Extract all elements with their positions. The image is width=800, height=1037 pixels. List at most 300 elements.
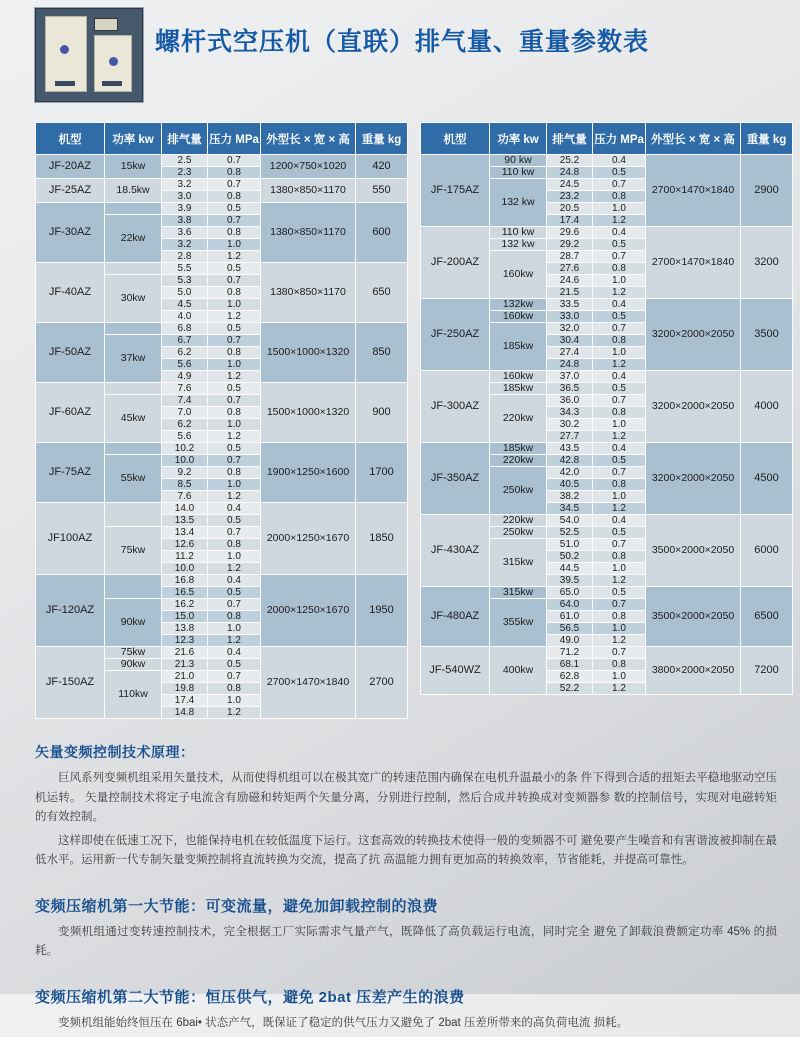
cell-press: 1.0 bbox=[208, 359, 260, 370]
cell-flow: 32.0 bbox=[547, 323, 592, 334]
cell-power: 160kw bbox=[490, 251, 546, 298]
cell-flow: 29.6 bbox=[547, 227, 592, 238]
cell-power: 185kw bbox=[490, 383, 546, 394]
header-row bbox=[36, 123, 407, 154]
cell-power: 250kw bbox=[490, 467, 546, 514]
cell-flow: 33.5 bbox=[547, 299, 592, 310]
cell-flow: 5.0 bbox=[162, 287, 207, 298]
section-paragraph: 变频机组通过变转速控制技术，完全根据工厂实际需求气量产气，既降低了高负载运行电流，同时完全 避免了卸载浪费额定功率 45% 的损耗。 bbox=[35, 925, 777, 958]
cell-flow: 10.0 bbox=[162, 455, 207, 466]
cell-power bbox=[105, 503, 161, 526]
cell-flow: 10.2 bbox=[162, 443, 207, 454]
cell-flow: 54.0 bbox=[547, 515, 592, 526]
cell-dims: 1380×850×1170 bbox=[261, 203, 355, 262]
cell-press: 0.5 bbox=[208, 443, 260, 454]
cell-power: 90kw bbox=[105, 659, 161, 670]
cell-press: 0.8 bbox=[208, 227, 260, 238]
spec-table-left bbox=[35, 122, 408, 719]
column-header: 压力 MPa bbox=[208, 123, 260, 154]
cell-flow: 23.2 bbox=[547, 191, 592, 202]
cell-power bbox=[105, 263, 161, 274]
column-header: 排气量 bbox=[162, 123, 207, 154]
cell-press: 0.7 bbox=[593, 647, 645, 658]
cell-flow: 14.8 bbox=[162, 707, 207, 718]
cell-press: 0.5 bbox=[208, 323, 260, 334]
cell-press: 0.5 bbox=[593, 167, 645, 178]
cell-flow: 7.6 bbox=[162, 383, 207, 394]
cell-press: 1.2 bbox=[208, 563, 260, 574]
cell-press: 1.0 bbox=[208, 239, 260, 250]
cell-press: 1.0 bbox=[208, 419, 260, 430]
cell-flow: 2.3 bbox=[162, 167, 207, 178]
cell-press: 0.8 bbox=[208, 167, 260, 178]
cell-flow: 39.5 bbox=[547, 575, 592, 586]
cell-power: 75kw bbox=[105, 647, 161, 658]
cell-power: 220kw bbox=[490, 455, 546, 466]
cell-flow: 6.2 bbox=[162, 347, 207, 358]
cell-press: 0.4 bbox=[208, 647, 260, 658]
spec-row bbox=[36, 323, 407, 334]
cell-flow: 64.0 bbox=[547, 599, 592, 610]
cell-model: JF-480AZ bbox=[421, 587, 489, 646]
cell-press: 1.0 bbox=[208, 551, 260, 562]
cell-flow: 12.3 bbox=[162, 635, 207, 646]
cell-weight: 900 bbox=[356, 383, 407, 442]
cell-dims: 3500×2000×2050 bbox=[646, 515, 740, 586]
cell-weight: 6000 bbox=[741, 515, 792, 586]
cell-press: 0.8 bbox=[208, 539, 260, 550]
cell-flow: 24.8 bbox=[547, 359, 592, 370]
cell-dims: 1500×1000×1320 bbox=[261, 323, 355, 382]
cell-power: 132kw bbox=[490, 299, 546, 310]
spec-row bbox=[421, 515, 792, 526]
cell-flow: 7.6 bbox=[162, 491, 207, 502]
spec-row bbox=[36, 155, 407, 166]
cell-power: 18.5kw bbox=[105, 179, 161, 202]
section-heading: 变频压缩机第一大节能：可变流量，避免加卸载控制的浪费 bbox=[35, 897, 439, 915]
section-heading: 变频压缩机第二大节能：恒压供气，避免 2bat 压差产生的浪费 bbox=[35, 988, 465, 1006]
cell-press: 0.4 bbox=[593, 299, 645, 310]
cell-press: 1.0 bbox=[208, 479, 260, 490]
compressor-photo bbox=[35, 8, 143, 102]
cell-model: JF-120AZ bbox=[36, 575, 104, 646]
cell-flow: 7.0 bbox=[162, 407, 207, 418]
cell-press: 0.8 bbox=[593, 407, 645, 418]
cell-press: 0.8 bbox=[593, 659, 645, 670]
cell-flow: 36.5 bbox=[547, 383, 592, 394]
spec-row bbox=[36, 443, 407, 454]
cell-press: 1.2 bbox=[593, 359, 645, 370]
cell-flow: 52.5 bbox=[547, 527, 592, 538]
spec-row bbox=[421, 443, 792, 454]
cell-press: 1.0 bbox=[593, 419, 645, 430]
cell-model: JF-40AZ bbox=[36, 263, 104, 322]
cell-press: 0.5 bbox=[593, 587, 645, 598]
cell-press: 0.7 bbox=[208, 275, 260, 286]
spec-row bbox=[421, 647, 792, 658]
cell-press: 0.5 bbox=[208, 659, 260, 670]
cell-flow: 17.4 bbox=[162, 695, 207, 706]
cell-power: 160kw bbox=[490, 371, 546, 382]
cell-weight: 600 bbox=[356, 203, 407, 262]
cell-press: 0.5 bbox=[593, 455, 645, 466]
cell-dims: 3200×2000×2050 bbox=[646, 371, 740, 442]
column-header: 外型长 × 宽 × 高 bbox=[261, 123, 355, 154]
cell-press: 1.0 bbox=[593, 203, 645, 214]
column-header: 功率 kw bbox=[490, 123, 546, 154]
cell-flow: 2.5 bbox=[162, 155, 207, 166]
cell-flow: 4.0 bbox=[162, 311, 207, 322]
cell-flow: 13.8 bbox=[162, 623, 207, 634]
cell-dims: 3800×2000×2050 bbox=[646, 647, 740, 694]
cell-press: 1.2 bbox=[208, 707, 260, 718]
cell-dims: 1200×750×1020 bbox=[261, 155, 355, 178]
cell-power: 132 kw bbox=[490, 179, 546, 226]
cell-flow: 21.0 bbox=[162, 671, 207, 682]
cell-press: 0.7 bbox=[208, 671, 260, 682]
cell-press: 1.2 bbox=[593, 431, 645, 442]
cell-press: 0.8 bbox=[208, 347, 260, 358]
cell-flow: 40.5 bbox=[547, 479, 592, 490]
cell-press: 1.2 bbox=[208, 491, 260, 502]
cell-press: 1.2 bbox=[593, 215, 645, 226]
cell-power: 132 kw bbox=[490, 239, 546, 250]
cell-flow: 16.8 bbox=[162, 575, 207, 586]
cell-press: 0.8 bbox=[208, 467, 260, 478]
cell-press: 1.0 bbox=[208, 695, 260, 706]
cell-press: 0.5 bbox=[208, 203, 260, 214]
cell-model: JF-250AZ bbox=[421, 299, 489, 370]
cell-dims: 3200×2000×2050 bbox=[646, 299, 740, 370]
cell-power bbox=[105, 575, 161, 598]
cell-power: 400kw bbox=[490, 647, 546, 694]
cell-flow: 65.0 bbox=[547, 587, 592, 598]
cell-flow: 56.5 bbox=[547, 623, 592, 634]
cell-weight: 420 bbox=[356, 155, 407, 178]
cell-press: 1.2 bbox=[208, 251, 260, 262]
cell-press: 0.8 bbox=[208, 683, 260, 694]
cell-flow: 21.3 bbox=[162, 659, 207, 670]
column-header: 排气量 bbox=[547, 123, 592, 154]
cell-flow: 61.0 bbox=[547, 611, 592, 622]
cell-power: 75kw bbox=[105, 527, 161, 574]
cell-press: 1.0 bbox=[593, 347, 645, 358]
cell-power: 110 kw bbox=[490, 227, 546, 238]
spec-row bbox=[36, 179, 407, 190]
cell-dims: 2700×1470×1840 bbox=[646, 227, 740, 298]
cell-flow: 38.2 bbox=[547, 491, 592, 502]
spec-row bbox=[421, 587, 792, 598]
cell-weight: 550 bbox=[356, 179, 407, 202]
cell-power: 315kw bbox=[490, 587, 546, 598]
cell-model: JF-150AZ bbox=[36, 647, 104, 718]
cell-flow: 16.2 bbox=[162, 599, 207, 610]
cell-dims: 1500×1000×1320 bbox=[261, 383, 355, 442]
cell-model: JF-20AZ bbox=[36, 155, 104, 178]
cell-press: 0.7 bbox=[593, 251, 645, 262]
cell-dims: 3500×2000×2050 bbox=[646, 587, 740, 646]
cell-flow: 43.5 bbox=[547, 443, 592, 454]
cell-model: JF-300AZ bbox=[421, 371, 489, 442]
brand-label bbox=[55, 81, 75, 86]
cell-press: 1.2 bbox=[208, 431, 260, 442]
cell-press: 1.2 bbox=[593, 683, 645, 694]
cell-press: 0.5 bbox=[593, 383, 645, 394]
cell-weight: 7200 bbox=[741, 647, 792, 694]
column-header: 压力 MPa bbox=[593, 123, 645, 154]
cell-flow: 3.2 bbox=[162, 179, 207, 190]
header-row bbox=[421, 123, 792, 154]
cell-flow: 12.6 bbox=[162, 539, 207, 550]
cell-press: 0.7 bbox=[593, 179, 645, 190]
spec-row bbox=[421, 155, 792, 166]
cell-flow: 3.0 bbox=[162, 191, 207, 202]
cell-press: 0.5 bbox=[593, 311, 645, 322]
cell-press: 0.8 bbox=[208, 611, 260, 622]
cell-flow: 68.1 bbox=[547, 659, 592, 670]
column-header: 机型 bbox=[421, 123, 489, 154]
cell-flow: 24.6 bbox=[547, 275, 592, 286]
cell-power: 90 kw bbox=[490, 155, 546, 166]
column-header: 外型长 × 宽 × 高 bbox=[646, 123, 740, 154]
cell-press: 0.4 bbox=[593, 227, 645, 238]
spec-row bbox=[36, 575, 407, 586]
cell-press: 0.4 bbox=[593, 515, 645, 526]
cell-press: 0.4 bbox=[208, 575, 260, 586]
cell-weight: 1700 bbox=[356, 443, 407, 502]
cell-flow: 50.2 bbox=[547, 551, 592, 562]
cell-power: 185kw bbox=[490, 323, 546, 370]
cell-flow: 9.2 bbox=[162, 467, 207, 478]
cell-power: 250kw bbox=[490, 527, 546, 538]
cell-power: 315kw bbox=[490, 539, 546, 586]
cell-press: 0.7 bbox=[593, 467, 645, 478]
cell-power: 45kw bbox=[105, 395, 161, 442]
cell-press: 0.7 bbox=[593, 539, 645, 550]
cell-model: JF-30AZ bbox=[36, 203, 104, 262]
cell-press: 1.0 bbox=[593, 671, 645, 682]
spec-table-right bbox=[420, 122, 793, 695]
cell-flow: 3.6 bbox=[162, 227, 207, 238]
cell-weight: 2700 bbox=[356, 647, 407, 718]
cell-flow: 42.8 bbox=[547, 455, 592, 466]
cell-flow: 8.5 bbox=[162, 479, 207, 490]
cell-dims: 1380×850×1170 bbox=[261, 179, 355, 202]
cell-flow: 14.0 bbox=[162, 503, 207, 514]
cell-flow: 7.4 bbox=[162, 395, 207, 406]
cell-power: 160kw bbox=[490, 311, 546, 322]
cell-flow: 62.8 bbox=[547, 671, 592, 682]
cell-flow: 37.0 bbox=[547, 371, 592, 382]
cell-model: JF-75AZ bbox=[36, 443, 104, 502]
cell-flow: 34.5 bbox=[547, 503, 592, 514]
spec-row bbox=[36, 647, 407, 658]
cell-flow: 10.0 bbox=[162, 563, 207, 574]
cell-flow: 13.4 bbox=[162, 527, 207, 538]
cell-press: 1.0 bbox=[593, 563, 645, 574]
spec-row bbox=[421, 371, 792, 382]
cell-flow: 3.8 bbox=[162, 215, 207, 226]
cell-flow: 4.9 bbox=[162, 371, 207, 382]
section-paragraph: 巨风系列变频机组采用矢量技术，从而使得机组可以在极其宽广的转速范围内确保在电机升温最小的条 件下得到合适的扭矩去平稳地驱动空压机运转。 矢量控制技术将定子电流含有励磁和转矩两个矢量分离，分别进行控制，然后合成并转换成对变频器参 数的控制信号，实现对电磁转矩的有效控制。 bbox=[35, 772, 777, 824]
column-header: 功率 kw bbox=[105, 123, 161, 154]
section-paragraph: 变频机组能始终恒压在 6bai• 状态产气，既保证了稳定的供气压力又避免了 2bat 压差所带来的高负荷电流 损耗。 bbox=[58, 1016, 629, 1029]
cell-flow: 30.2 bbox=[547, 419, 592, 430]
cell-weight: 4500 bbox=[741, 443, 792, 514]
cell-press: 0.8 bbox=[593, 479, 645, 490]
cell-flow: 27.6 bbox=[547, 263, 592, 274]
cell-weight: 850 bbox=[356, 323, 407, 382]
cell-press: 0.7 bbox=[208, 215, 260, 226]
spec-row bbox=[36, 503, 407, 514]
cell-flow: 51.0 bbox=[547, 539, 592, 550]
cell-power: 90kw bbox=[105, 599, 161, 646]
cell-flow: 5.6 bbox=[162, 431, 207, 442]
cell-flow: 21.6 bbox=[162, 647, 207, 658]
cell-power: 110kw bbox=[105, 671, 161, 718]
cell-flow: 71.2 bbox=[547, 647, 592, 658]
cell-press: 0.7 bbox=[208, 395, 260, 406]
cell-flow: 33.0 bbox=[547, 311, 592, 322]
cell-model: JF-175AZ bbox=[421, 155, 489, 226]
column-header: 重量 kg bbox=[356, 123, 407, 154]
cell-power bbox=[105, 443, 161, 454]
cell-dims: 2700×1470×1840 bbox=[646, 155, 740, 226]
cell-flow: 34.3 bbox=[547, 407, 592, 418]
cell-flow: 25.2 bbox=[547, 155, 592, 166]
cell-flow: 3.9 bbox=[162, 203, 207, 214]
cell-weight: 4000 bbox=[741, 371, 792, 442]
cell-model: JF-25AZ bbox=[36, 179, 104, 202]
cell-power: 220kw bbox=[490, 515, 546, 526]
cell-press: 0.8 bbox=[593, 263, 645, 274]
cell-press: 0.8 bbox=[208, 287, 260, 298]
cell-flow: 44.5 bbox=[547, 563, 592, 574]
column-header: 机型 bbox=[36, 123, 104, 154]
cell-press: 0.7 bbox=[208, 599, 260, 610]
cell-press: 0.8 bbox=[593, 551, 645, 562]
spec-row bbox=[36, 203, 407, 214]
cell-press: 0.5 bbox=[593, 239, 645, 250]
cell-flow: 49.0 bbox=[547, 635, 592, 646]
cell-flow: 11.2 bbox=[162, 551, 207, 562]
cell-press: 1.0 bbox=[208, 623, 260, 634]
cell-model: JF-430AZ bbox=[421, 515, 489, 586]
cell-flow: 29.2 bbox=[547, 239, 592, 250]
cell-weight: 650 bbox=[356, 263, 407, 322]
spec-row bbox=[421, 227, 792, 238]
cell-press: 0.7 bbox=[593, 599, 645, 610]
cell-press: 0.5 bbox=[593, 527, 645, 538]
cell-press: 0.4 bbox=[593, 443, 645, 454]
cell-power: 185kw bbox=[490, 443, 546, 454]
cell-flow: 52.2 bbox=[547, 683, 592, 694]
cell-flow: 15.0 bbox=[162, 611, 207, 622]
cell-press: 1.0 bbox=[208, 299, 260, 310]
cell-press: 0.8 bbox=[593, 335, 645, 346]
cell-weight: 2900 bbox=[741, 155, 792, 226]
cell-flow: 27.4 bbox=[547, 347, 592, 358]
cell-weight: 3500 bbox=[741, 299, 792, 370]
section-paragraph: 这样即使在低速工况下，也能保持电机在较低温度下运行。这套高效的转换技术使得一般的变频器不可 避免要产生噪音和有害谐波被抑制在最低水平。运用新一代专制矢量变频控制将直流转换为交流，提高了抗 高温能力拥有更加高的转换效率，节省能耗，并提高可靠性。 bbox=[35, 834, 777, 867]
cell-press: 1.0 bbox=[593, 275, 645, 286]
cell-flow: 5.6 bbox=[162, 359, 207, 370]
cell-power: 55kw bbox=[105, 455, 161, 502]
cell-flow: 2.8 bbox=[162, 251, 207, 262]
cell-flow: 27.7 bbox=[547, 431, 592, 442]
text-sections bbox=[35, 742, 777, 1037]
cell-flow: 5.3 bbox=[162, 275, 207, 286]
cell-press: 0.5 bbox=[208, 587, 260, 598]
cell-press: 0.7 bbox=[208, 335, 260, 346]
cell-flow: 3.2 bbox=[162, 239, 207, 250]
cell-weight: 1950 bbox=[356, 575, 407, 646]
cell-press: 0.8 bbox=[208, 407, 260, 418]
cell-flow: 5.5 bbox=[162, 263, 207, 274]
cell-power bbox=[105, 203, 161, 214]
cell-flow: 6.7 bbox=[162, 335, 207, 346]
cell-press: 0.7 bbox=[593, 323, 645, 334]
cell-press: 1.2 bbox=[593, 575, 645, 586]
cell-press: 1.2 bbox=[593, 635, 645, 646]
cell-press: 0.8 bbox=[593, 191, 645, 202]
compressor-display-panel bbox=[94, 18, 118, 31]
cell-press: 1.0 bbox=[593, 491, 645, 502]
cell-flow: 17.4 bbox=[547, 215, 592, 226]
cell-press: 0.7 bbox=[208, 179, 260, 190]
brand-logo-icon bbox=[60, 45, 69, 54]
cell-flow: 4.5 bbox=[162, 299, 207, 310]
page-title: 螺杆式空压机（直联）排气量、重量参数表 bbox=[155, 28, 650, 56]
cell-weight: 1850 bbox=[356, 503, 407, 574]
cell-flow: 24.8 bbox=[547, 167, 592, 178]
cell-model: JF-200AZ bbox=[421, 227, 489, 298]
cell-flow: 16.5 bbox=[162, 587, 207, 598]
cell-power bbox=[105, 383, 161, 394]
cell-flow: 28.7 bbox=[547, 251, 592, 262]
cell-press: 0.7 bbox=[593, 395, 645, 406]
cell-flow: 36.0 bbox=[547, 395, 592, 406]
cell-flow: 19.8 bbox=[162, 683, 207, 694]
cell-model: JF-50AZ bbox=[36, 323, 104, 382]
cell-press: 0.7 bbox=[208, 455, 260, 466]
cell-power: 37kw bbox=[105, 335, 161, 382]
cell-press: 1.2 bbox=[593, 287, 645, 298]
cell-press: 0.5 bbox=[208, 515, 260, 526]
cell-flow: 21.5 bbox=[547, 287, 592, 298]
cell-power: 110 kw bbox=[490, 167, 546, 178]
brand-label bbox=[102, 81, 122, 86]
brand-logo-icon bbox=[109, 57, 118, 66]
cell-power: 355kw bbox=[490, 599, 546, 646]
cell-power: 15kw bbox=[105, 155, 161, 178]
spec-row bbox=[36, 383, 407, 394]
cell-dims: 2000×1250×1670 bbox=[261, 503, 355, 574]
cell-dims: 1380×850×1170 bbox=[261, 263, 355, 322]
cell-flow: 42.0 bbox=[547, 467, 592, 478]
cell-flow: 24.5 bbox=[547, 179, 592, 190]
column-header: 重量 kg bbox=[741, 123, 792, 154]
cell-press: 0.7 bbox=[208, 527, 260, 538]
cell-press: 0.8 bbox=[208, 191, 260, 202]
cell-press: 1.0 bbox=[593, 623, 645, 634]
cell-model: JF-350AZ bbox=[421, 443, 489, 514]
cell-dims: 2000×1250×1670 bbox=[261, 575, 355, 646]
cell-press: 0.4 bbox=[208, 503, 260, 514]
cell-press: 0.4 bbox=[593, 371, 645, 382]
cell-power: 220kw bbox=[490, 395, 546, 442]
cell-flow: 6.8 bbox=[162, 323, 207, 334]
